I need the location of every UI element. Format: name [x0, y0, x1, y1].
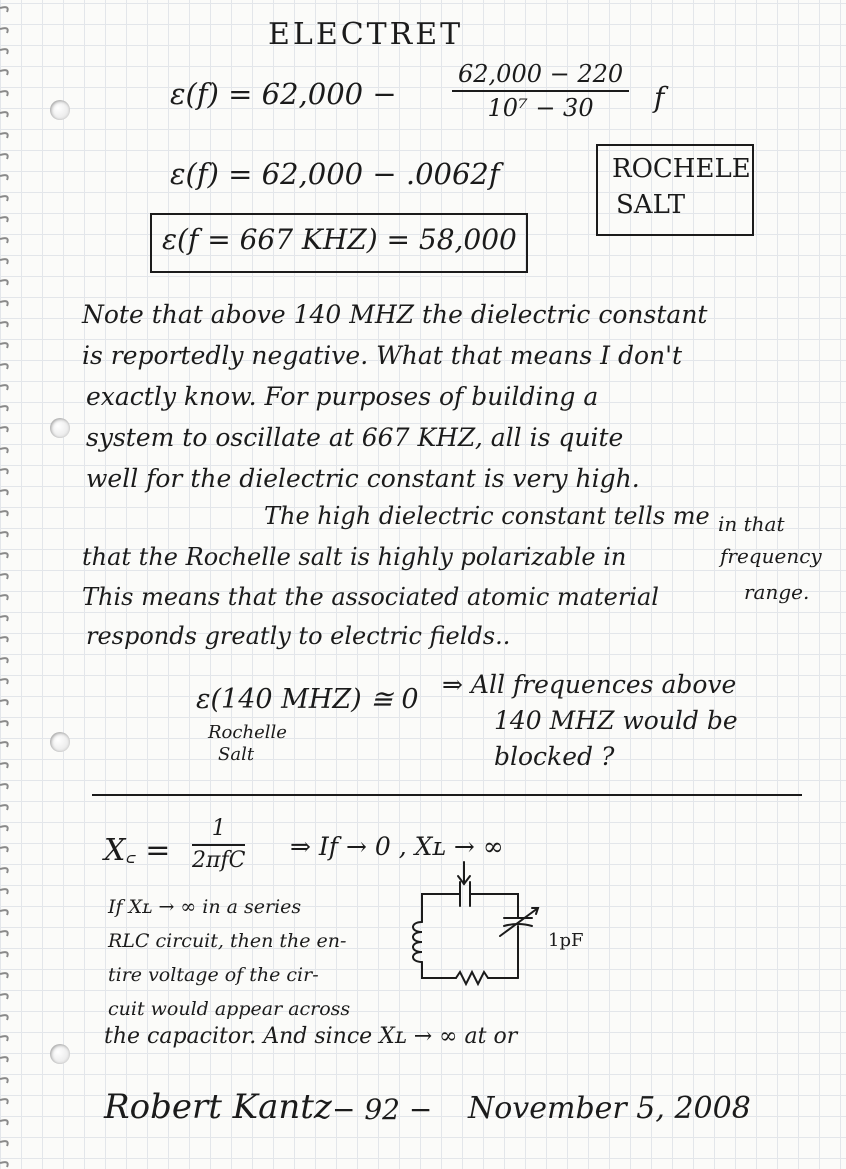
spiral-loop — [0, 301, 8, 306]
spiral-loop — [0, 28, 8, 33]
spiral-loop — [0, 532, 8, 537]
spiral-loop — [0, 763, 8, 768]
equation-1-denominator: 10⁷ − 30 — [487, 94, 594, 122]
spiral-loop — [0, 343, 8, 348]
spiral-loop — [0, 1099, 8, 1104]
spiral-loop — [0, 952, 8, 957]
paragraph-line: RLC circuit, then the en- — [108, 930, 347, 952]
equation-3-label: Rochelle — [208, 722, 287, 743]
punch-hole — [50, 100, 70, 120]
spiral-loop — [0, 973, 8, 978]
spiral-loop — [0, 847, 8, 852]
spiral-loop — [0, 658, 8, 663]
spiral-loop — [0, 406, 8, 411]
spiral-loop — [0, 469, 8, 474]
page-date: November 5, 2008 — [468, 1091, 751, 1126]
capacitor-label: 1pF — [548, 930, 584, 951]
paragraph-line: tire voltage of the cir- — [108, 964, 319, 986]
spiral-loop — [0, 931, 8, 936]
spiral-loop — [0, 637, 8, 642]
punch-hole — [50, 732, 70, 752]
equation-1-lhs: ε(f) = 62,000 − — [170, 77, 397, 111]
spiral-loop — [0, 322, 8, 327]
paragraph-line: The high dielectric constant tells me — [264, 502, 710, 530]
spiral-loop — [0, 595, 8, 600]
paragraph-line: cuit would appear across — [108, 998, 351, 1020]
reactance-denominator: 2πfC — [192, 848, 246, 873]
page-number: − 92 − — [332, 1093, 433, 1126]
margin-note-line: frequency — [720, 544, 822, 568]
equation-3: ε(140 MHZ) ≅ 0 — [196, 684, 419, 715]
spiral-loop — [0, 1057, 8, 1062]
spiral-loop — [0, 679, 8, 684]
spiral-loop — [0, 1162, 8, 1167]
paragraph-line: system to oscillate at 667 KHZ, all is quite — [86, 423, 624, 452]
spiral-loop — [0, 574, 8, 579]
spiral-loop — [0, 175, 8, 180]
spiral-loop — [0, 511, 8, 516]
spiral-loop — [0, 154, 8, 159]
rochelle-box-line: ROCHELE — [612, 154, 751, 184]
spiral-loop — [0, 1120, 8, 1125]
conclusion-line: blocked ? — [494, 742, 615, 771]
equation-1-fraction — [452, 62, 629, 120]
spiral-loop — [0, 196, 8, 201]
spiral-loop — [0, 553, 8, 558]
spiral-loop — [0, 700, 8, 705]
spiral-loop — [0, 427, 8, 432]
paragraph-line: Note that above 140 MHZ the dielectric constant — [82, 300, 708, 329]
spiral-loop — [0, 238, 8, 243]
punch-hole — [50, 418, 70, 438]
reactance-lhs: X꜀ = — [104, 833, 171, 868]
spiral-loop — [0, 721, 8, 726]
paragraph-line: This means that the associated atomic material — [82, 583, 659, 611]
punch-hole — [50, 1044, 70, 1064]
page-title: ELECTRET — [268, 17, 464, 52]
paragraph-line: responds greatly to electric fields.. — [86, 622, 511, 650]
spiral-loop — [0, 133, 8, 138]
spiral-loop — [0, 616, 8, 621]
conclusion-line: 140 MHZ would be — [494, 706, 738, 735]
spiral-loop — [0, 889, 8, 894]
spiral-loop — [0, 1141, 8, 1146]
margin-note-line: range. — [744, 580, 810, 604]
rlc-circuit-diagram — [400, 860, 630, 1000]
spiral-loop — [0, 490, 8, 495]
spiral-loop — [0, 805, 8, 810]
conclusion-line: ⇒ All frequences above — [442, 670, 737, 699]
spiral-loop — [0, 1078, 8, 1083]
spiral-loop — [0, 364, 8, 369]
spiral-loop — [0, 868, 8, 873]
spiral-loop — [0, 280, 8, 285]
spiral-loop — [0, 784, 8, 789]
author-signature: Robert Kantz — [104, 1087, 332, 1127]
spiral-loop — [0, 742, 8, 747]
spiral-loop — [0, 1015, 8, 1020]
spiral-loop — [0, 91, 8, 96]
spiral-loop — [0, 910, 8, 915]
rochelle-box-line: SALT — [616, 190, 686, 220]
paragraph-line: is reportedly negative. What that means I don't — [82, 341, 683, 370]
boxed-result-text: ε(f = 667 KHZ) = 58,000 — [162, 223, 517, 256]
spiral-loop — [0, 385, 8, 390]
spiral-loop — [0, 217, 8, 222]
spiral-loop — [0, 49, 8, 54]
paragraph-line: If Xʟ → ∞ in a series — [108, 896, 302, 918]
paragraph-line: the capacitor. And since Xʟ → ∞ at or — [104, 1024, 518, 1049]
spiral-loop — [0, 1036, 8, 1041]
equation-1-variable: f — [654, 81, 665, 114]
spiral-loop — [0, 70, 8, 75]
equation-2: ε(f) = 62,000 − .0062f — [170, 157, 500, 191]
paragraph-line: well for the dielectric constant is very high. — [86, 464, 640, 493]
reactance-numerator: 1 — [192, 818, 245, 846]
equation-1-numerator: 62,000 − 220 — [452, 62, 629, 92]
reactance-rhs: ⇒ If → 0 , Xʟ → ∞ — [290, 832, 504, 861]
reactance-fraction — [192, 818, 245, 872]
spiral-loop — [0, 7, 8, 12]
paragraph-line: exactly know. For purposes of building a — [86, 382, 599, 411]
section-divider — [92, 794, 802, 796]
spiral-loop — [0, 259, 8, 264]
spiral-loop — [0, 112, 8, 117]
spiral-loop — [0, 994, 8, 999]
spiral-loop — [0, 826, 8, 831]
spiral-binding — [0, 0, 16, 1169]
equation-3-label: Salt — [218, 744, 255, 765]
spiral-loop — [0, 448, 8, 453]
margin-note-line: in that — [718, 512, 785, 536]
paragraph-line: that the Rochelle salt is highly polarizable in — [82, 543, 627, 571]
